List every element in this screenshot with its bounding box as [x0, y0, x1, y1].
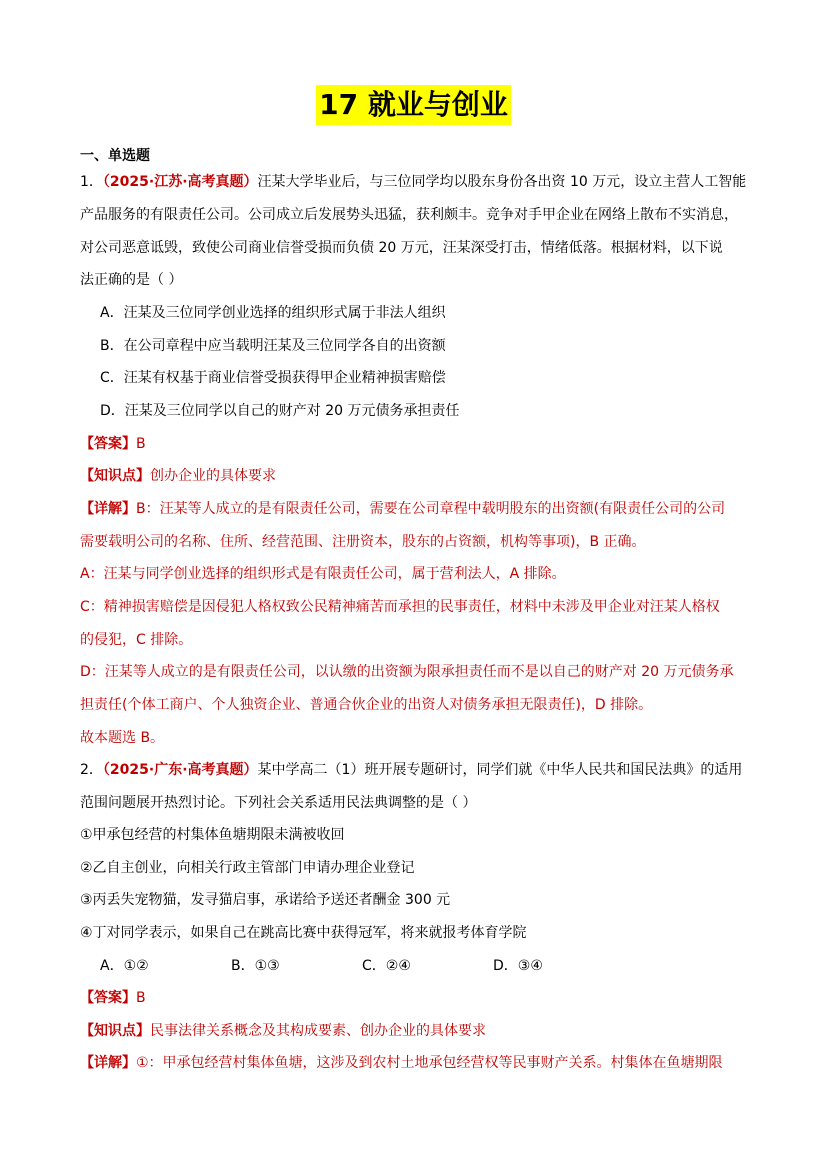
question-1-detail-line-4: C：精神损害赔偿是因侵犯人格权致公民精神痛苦而承担的民事责任，材料中未涉及甲企业对汪某人格权 — [80, 599, 720, 615]
question-1-conclusion: 故本题选 B。 — [80, 730, 165, 746]
question-1-detail-line-5: 的侵犯，C 排除。 — [80, 632, 193, 648]
question-2-item-2: ②乙自主创业，向相关行政主管部门申请办理企业登记 — [80, 860, 415, 876]
question-2-item-4: ④丁对同学表示，如果自己在跳高比赛中获得冠军，将来就报考体育学院 — [80, 925, 527, 941]
question-1-answer-value: B — [136, 436, 146, 452]
question-1-number: 1． — [80, 174, 103, 190]
page-title: 17 就业与创业 — [316, 85, 511, 125]
question-1-option-d: D．汪某及三位同学以自己的财产对 20 万元债务承担责任 — [100, 403, 460, 419]
question-2-detail-line-1: 【详解】①：甲承包经营村集体鱼塘，这涉及到农村土地承包经营权等民事财产关系。村集体在鱼塘期限 — [80, 1055, 723, 1071]
question-2-answer: 【答案】B — [80, 990, 146, 1006]
question-2-item-1: ①甲承包经营的村集体鱼塘期限未满被收回 — [80, 827, 345, 843]
question-1-stem-line-4: 法正确的是（ ） — [80, 272, 183, 288]
question-2-stem-line-1: 2．（2025·广东·高考真题）某中学高二（1）班开展专题研讨，同学们就《中华人民共和国民法典》的适用 — [80, 762, 743, 778]
question-1-detail-line-1: 【详解】B：汪某等人成立的是有限责任公司，需要在公司章程中载明股东的出资额(有限责任公司的公司 — [80, 501, 726, 517]
question-1-detail-line-3: A：汪某与同学创业选择的组织形式是有限责任公司，属于营利法人，A 排除。 — [80, 566, 566, 582]
question-2-source: （2025·广东·高考真题） — [102, 762, 258, 778]
question-2-item-3: ③丙丢失宠物猫，发寻猫启事，承诺给予送还者酬金 300 元 — [80, 892, 451, 908]
question-1-option-a: A．汪某及三位同学创业选择的组织形式属于非法人组织 — [100, 305, 446, 321]
question-2-option-c: C．②④ — [362, 958, 411, 974]
question-2-knowledge-point: 【知识点】民事法律关系概念及其构成要素、创办企业的具体要求 — [80, 1023, 486, 1039]
question-1-detail-line-2: 需要载明公司的名称、住所、经营范围、注册资本，股东的占资额，机构等事项)，B 正确。 — [80, 534, 646, 550]
question-2-option-d: D．③④ — [493, 958, 543, 974]
question-1-stem-line-1: 1．（2025·江苏·高考真题）汪某大学毕业后，与三位同学均以股东身份各出资 10 万元，设立主营人工智能 — [80, 174, 747, 190]
question-2-answer-value: B — [136, 990, 146, 1006]
title-container — [0, 85, 827, 125]
question-1-source: （2025·江苏·高考真题） — [102, 174, 258, 190]
question-2-options — [100, 956, 624, 976]
section-heading: 一、单选题 — [80, 148, 150, 164]
question-1-detail-line-7: 担责任(个体工商户、个人独资企业、普通合伙企业的出资人对债务承担无限责任)，D 排除。 — [80, 697, 653, 713]
question-1-stem-line-2: 产品服务的有限责任公司。公司成立后发展势头迅猛，获利颇丰。竞争对手甲企业在网络上散布不实消息， — [80, 207, 738, 223]
question-2-number: 2． — [80, 762, 103, 778]
question-1-answer: 【答案】B — [80, 436, 146, 452]
question-1-stem-line-3: 对公司恶意诋毁，致使公司商业信誉受损而负债 20 万元，汪某深受打击，情绪低落。根据材料，以下说 — [80, 240, 723, 256]
question-1-option-c: C．汪某有权基于商业信誉受损获得甲企业精神损害赔偿 — [100, 370, 446, 386]
question-1-option-b: B．在公司章程中应当载明汪某及三位同学各自的出资额 — [100, 338, 446, 354]
question-1-knowledge-point: 【知识点】创办企业的具体要求 — [80, 468, 276, 484]
question-2-stem-line-2: 范围问题展开热烈讨论。下列社会关系适用民法典调整的是（ ） — [80, 795, 477, 811]
question-2-option-a: A．①② — [100, 958, 149, 974]
question-2-option-b: B．①③ — [231, 958, 280, 974]
question-1-detail-line-6: D：汪某等人成立的是有限责任公司，以认缴的出资额为限承担责任而不是以自己的财产对 20 万元债务承 — [80, 664, 734, 680]
